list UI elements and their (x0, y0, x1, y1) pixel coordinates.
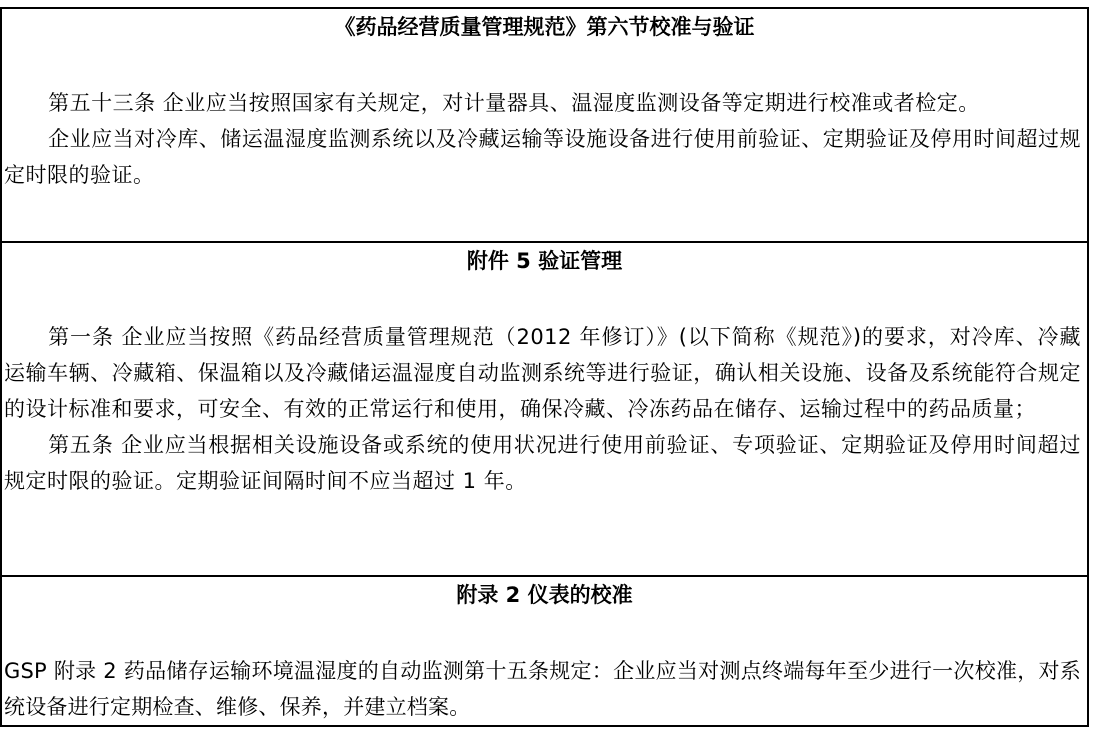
section-title: 附件 5 验证管理 (466, 249, 623, 273)
section-spacer (2, 277, 1087, 319)
article-53-paragraph: 第五十三条 企业应当按照国家有关规定，对计量器具、温湿度监测设备等定期进行校准或者检定。 (48, 91, 980, 115)
article-1-paragraph: 第一条 企业应当按照《药品经营质量管理规范（2012 年修订）》(以下简称《规范》)的要求，对冷库、冷藏运输车辆、冷藏箱、保温箱以及冷藏储运温湿度自动监测系统等进行验证，确认相关设施、设备及系统能符合规定的设计标准和要求，可安全、有效的正常运行和使用，确保冷藏、冷冻药品在储存、运输过程中的药品质量； (4, 325, 1081, 421)
section-spacer (2, 611, 1087, 653)
section-title: 附录 2 仪表的校准 (456, 583, 633, 607)
section-spacer (2, 43, 1087, 85)
regulation-table (0, 7, 1089, 727)
validation-paragraph: 企业应当对冷库、储运温湿度监测系统以及冷藏运输等设施设备进行使用前验证、定期验证及停用时间超过规定时限的验证。 (4, 127, 1081, 187)
article-5-paragraph: 第五条 企业应当根据相关设施设备或系统的使用状况进行使用前验证、专项验证、定期验证及停用时间超过规定时限的验证。定期验证间隔时间不应当超过 1 年。 (4, 433, 1081, 493)
appendix-2-paragraph: GSP 附录 2 药品储存运输环境温湿度的自动监测第十五条规定：企业应当对测点终端每年至少进行一次校准，对系统设备进行定期检查、维修、保养，并建立档案。 (4, 659, 1081, 719)
section-title: 《药品经营质量管理规范》第六节校准与验证 (334, 15, 755, 39)
section-calibration-validation (1, 8, 1088, 242)
section-cell (1, 576, 1088, 726)
section-annex-5 (1, 242, 1088, 576)
section-appendix-2 (1, 576, 1088, 726)
section-cell (1, 8, 1088, 242)
section-cell (1, 242, 1088, 576)
